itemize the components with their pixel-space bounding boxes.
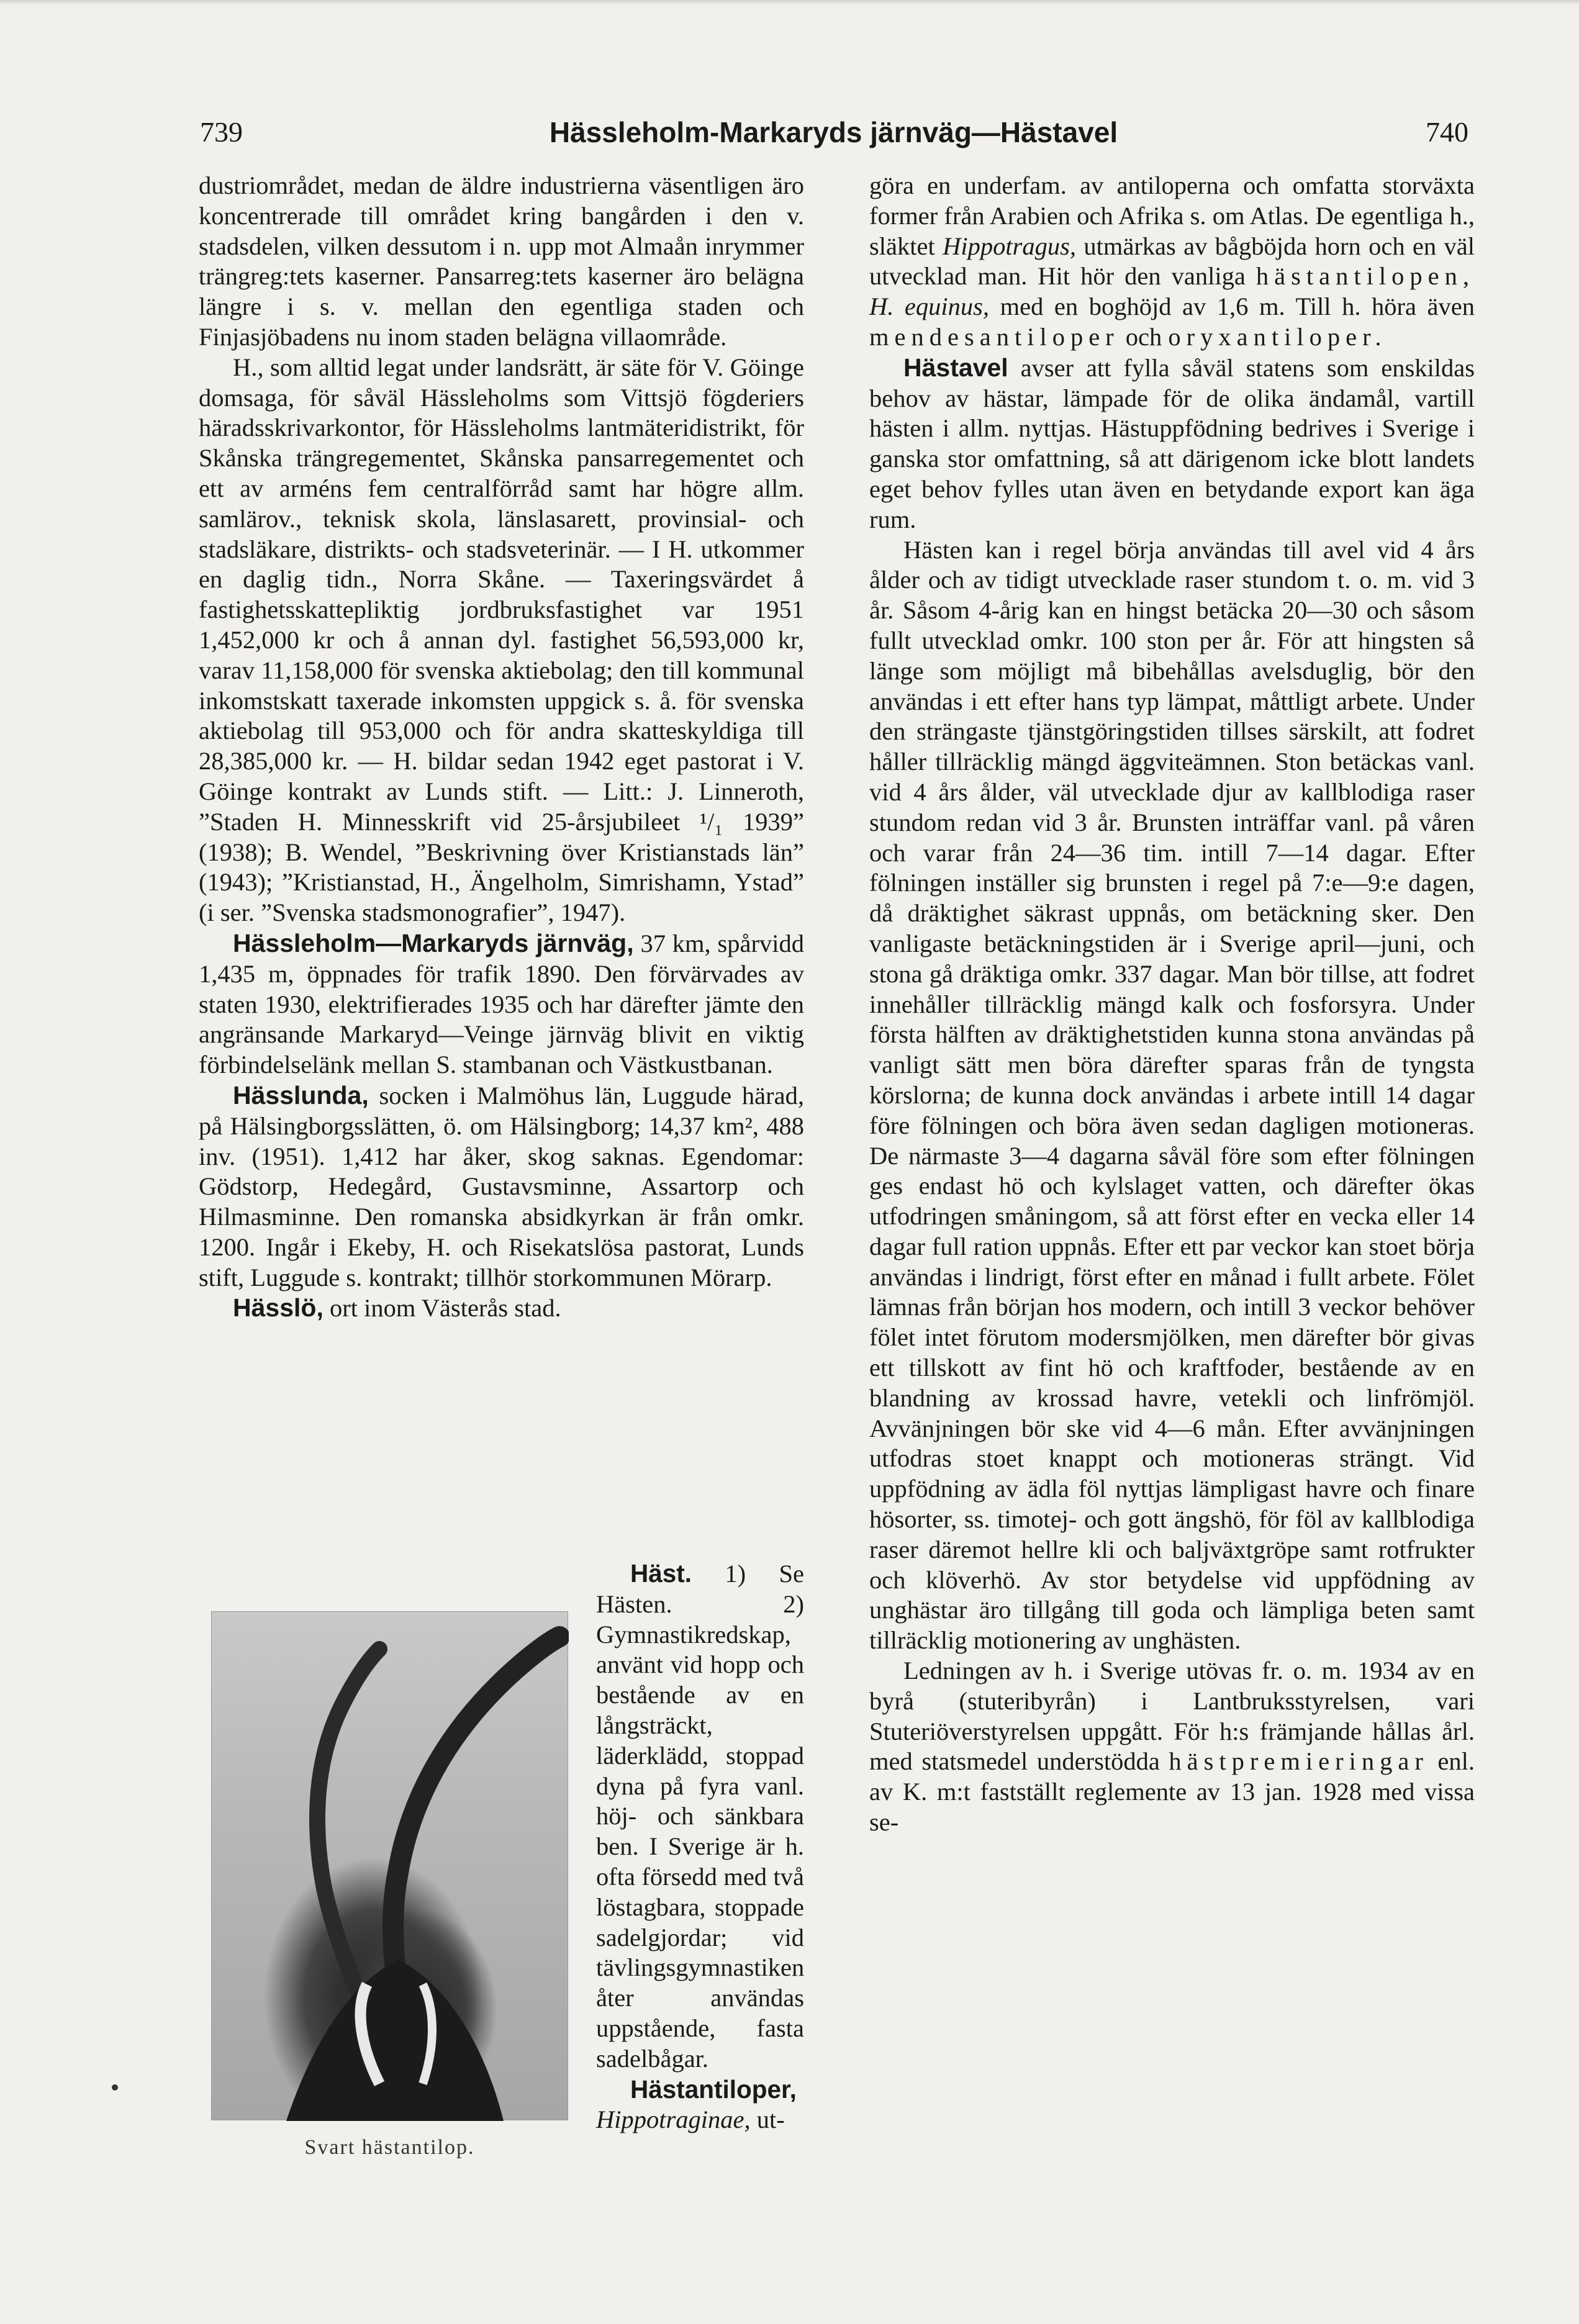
text-run: utmärkas av bågböjda horn och en väl utvecklad man. Hit hör den vanliga xyxy=(869,232,1475,291)
entry-keyword: Hässleholm—Markaryds järnväg, xyxy=(233,928,634,957)
right-column xyxy=(869,171,1475,1838)
entry-text: avser att fylla såväl statens som enskildas behov av hästar, lämpade för de olika ändamål, vartill hästen i allm. nyttjas. Hästuppfödning bedrives i Sverige i ganska stor omfattning, så att därigenom icke blott landets eget behov fylles utan även en betydande export kan äga rum. xyxy=(869,353,1475,533)
running-header xyxy=(199,111,1468,154)
entry-hastantiloper xyxy=(596,2074,804,2136)
entry-hastavel xyxy=(869,353,1475,535)
entry-text: 1) Se Hästen. 2) Gymnastikredskap, använt vid hopp och bestående av en långsträckt, läderklädd, stoppad dyna på fyra vanl. höj- och sänkbara ben. I Sverige är h. ofta försedd med två löstagbara, stoppade sadelgjordar; vid tävlingsgymnastiken åter användas uppstående, fasta sadelbågar. xyxy=(596,1560,805,2073)
page-number-left: 739 xyxy=(200,116,243,148)
figure-side-text xyxy=(596,1558,804,2135)
paragraph xyxy=(869,1656,1475,1838)
text-run: Ledningen av h. i Sverige utövas fr. o. m. 1934 av en byrå (stuteribyrån) i Lantbruksstyrelsen, vari Stuteriöverstyrelsen uppgått. För h:s främjande hållas årl. med statsmedel understödda xyxy=(869,1657,1475,1776)
spaced-term: hästantilopen, xyxy=(1256,262,1475,291)
paragraph: Hästen kan i regel börja användas till avel vid 4 års ålder och av tidigt utvecklade raser stundom t. o. m. vid 3 år. Såsom 4-årig kan en hingst betäcka 20—30 och såsom fullt utvecklad omkr. 100 ston per år. För att hingsten så länge som möjligt må bibehållas avelsduglig, bör den användas i ett efter hans typ lämpat, måttligt arbete. Under den strängaste tjänstgöringstiden tillses särskilt, att fodret håller tillräcklig mängd äggviteämnen. Ston betäckas vanl. vid 4 års ålder, väl utvecklade djur av kallblodiga raser stundom redan vid 3 år. Brunsten inträffar vanl. på våren och varar från 24—36 tim. intill 7—14 dagar. Efter fölningen inställer sig brunsten i regel på 7:e—9:e dagen, då dräktighet säkrast uppnås, om betäckning sker. Den vanligaste betäckningstiden är i Sverige april—juni, och stona gå dräktiga omkr. 337 dagar. Man bör tillse, att fodret innehåller tillräcklig mängd kalk och fosforsyra. Under första hälften av dräktighetstiden kunna stona användas på vanligt sätt men böra därefter sparas från de tyngsta körslorna; de kunna dock användas i arbete intill 14 dagar före fölningen och böra även sedan dagligen motioneras. De närmaste 3—4 dagarna såväl före som efter fölningen ges endast hö och kylslaget vatten, och därefter ökas utfodringen småningom, så att först efter en vecka eller 14 dagar full ration uppnås. Efter ett par veckor kan stoet börja användas i lindrigt, först efter en månad i fullt arbete. Fölet lämnas från början hos modern, och intill 3 veckor behöver fölet intet förutom modersmjölken, men därefter bör givas ett tillskott av fint hö och kraftfoder, bestående av en blandning av krossad havre, vetekli och linfrömjöl. Avvänjningen bör ske vid 4—6 mån. Efter avvänjningen utfodras stoet knappt och motioneras strängt. Vid uppfödning av ädla föl nyttjas lämpligast havre och finare hösorter, ss. timotej- och gott ängshö, för föl av kallblodiga raser däremot hellre kli och baljväxtgröpe samt rotfrukter och klöverhö. Av stor betydelse vid uppfödning av unghästar äro tillgång till goda och lämpliga beten samt tillräcklig motionering av unghästen. xyxy=(869,535,1475,1655)
sable-antelope-photo xyxy=(211,1611,568,2120)
entry-keyword: Hässlö, xyxy=(233,1293,323,1323)
scan-top-edge xyxy=(0,0,1579,5)
entry-hassleholm-markaryd xyxy=(199,928,804,1080)
entry-text: socken i Malmöhus län, Luggude härad, på Hälsingborgsslätten, ö. om Hälsingborg; 14,37 km², 488 inv. (1951). 1,412 har åker, skog saknas. Egendomar: Gödstorp, Hedegård, Gustavsminne, Assartorp och Hilmasminne. Den romanska absidkyrkan är från omkr. 1200. Ingår i Ekeby, H. och Risekatslösa pastorat, Lunds stift, Luggude s. kontrakt; tillhör storkommunen Mörarp. xyxy=(199,1081,804,1291)
entry-keyword: Hästavel xyxy=(903,353,1008,382)
left-column xyxy=(199,171,804,1324)
text-run: enl. av K. m:t fastställt reglemente av 13 jan. 1928 med vissa se- xyxy=(869,1747,1475,1837)
text-run: med en boghöjd av 1,6 m. Till h. höra även xyxy=(989,292,1475,321)
figure-caption: Svart hästantilop. xyxy=(304,2136,475,2159)
entry-keyword: Häst. xyxy=(630,1559,692,1588)
entry-text: ut- xyxy=(750,2105,785,2134)
page-number-right: 740 xyxy=(1426,116,1468,148)
figure-block xyxy=(199,1558,804,2198)
genus-name: Hippotragus, xyxy=(943,232,1076,260)
species-name: H. equinus, xyxy=(869,292,990,321)
page-title: Hässleholm-Markaryds järnväg—Hästavel xyxy=(549,116,1118,148)
entry-hasslunda xyxy=(199,1080,804,1293)
spaced-term: mendesantiloper xyxy=(869,322,1120,351)
spaced-term: oryxantiloper. xyxy=(1168,322,1387,351)
entry-text: ort inom Västerås stad. xyxy=(323,1294,561,1323)
text-run: göra en underfam. av antiloperna och omfatta storväxta former från Arabien och Afrika s. om Atlas. De egentliga h., släktet xyxy=(869,171,1475,260)
paragraph: H., som alltid legat under landsrätt, är säte för V. Göinge domsaga, för såväl Hässleholms som Vittsjö fögderiers häradsskrivarkontor, för Hässleholms lantmäteridistrikt, för Skånska trängregementet, Skånska pansarregementet och ett av arméns fem centralförråd samt har högre allm. samlärov., teknisk skola, länslasarett, provinsial- och stadsläkare, distrikts- och stadsveterinär. — I H. utkommer en daglig tidn., Norra Skåne. — Taxeringsvärdet å fastighetsskattepliktig jordbruksfastighet var 1951 1,452,000 kr och å annan dyl. fastighet 56,593,000 kr, varav 11,158,000 för svenska aktiebolag; den till kommunal inkomstskatt taxerade inkomsten uppgick s. å. för svenska aktiebolag till 953,000 och för andra skatteskyldiga till 28,385,000 kr. — H. bildar sedan 1942 eget pastorat i V. Göinge kontrakt av Lunds stift. — Litt.: J. Linneroth, ”Staden H. Minnesskrift vid 25-årsjubileet ¹/₁ 1939” (1938); B. Wendel, ”Beskrivning över Kristianstads län” (1943); ”Kristianstad, H., Ängelholm, Simrishamn, Ystad” (i ser. ”Svenska stadsmonografier”, 1947). xyxy=(199,353,804,927)
entry-hast xyxy=(596,1558,804,2074)
paragraph: dustriområdet, medan de äldre industrierna väsentligen äro koncentrerade till området kring bangården i den v. stadsdelen, vilken dessutom i n. upp mot Almaån inrymmer trängreg:tets kaserner. Pansarreg:tets kaserner äro belägna längre i s. v. mellan den egentliga staden och Finjasjöbadens nu inom staden belägna villaområde. xyxy=(199,171,804,351)
entry-hasslo xyxy=(199,1293,804,1324)
paragraph-antiloper-continued xyxy=(869,171,1475,353)
margin-mark xyxy=(112,2084,118,2091)
text-run: och xyxy=(1119,322,1169,351)
taxon-name: Hippotraginae, xyxy=(596,2105,751,2134)
entry-keyword: Hästantiloper, xyxy=(630,2074,797,2104)
antelope-illustration xyxy=(212,1612,569,2121)
entry-keyword: Hässlunda, xyxy=(233,1080,369,1110)
spaced-term: hästpremieringar xyxy=(1169,1747,1429,1776)
entry-text: 37 km, spårvidd 1,435 m, öppnades för trafik 1890. Den förvärvades av staten 1930, elektrifierades 1935 och har därefter jämte den angränsande Markaryd—Veinge järnväg blivit en viktig förbindelselänk mellan S. stambanan och Västkustbanan. xyxy=(199,929,804,1079)
